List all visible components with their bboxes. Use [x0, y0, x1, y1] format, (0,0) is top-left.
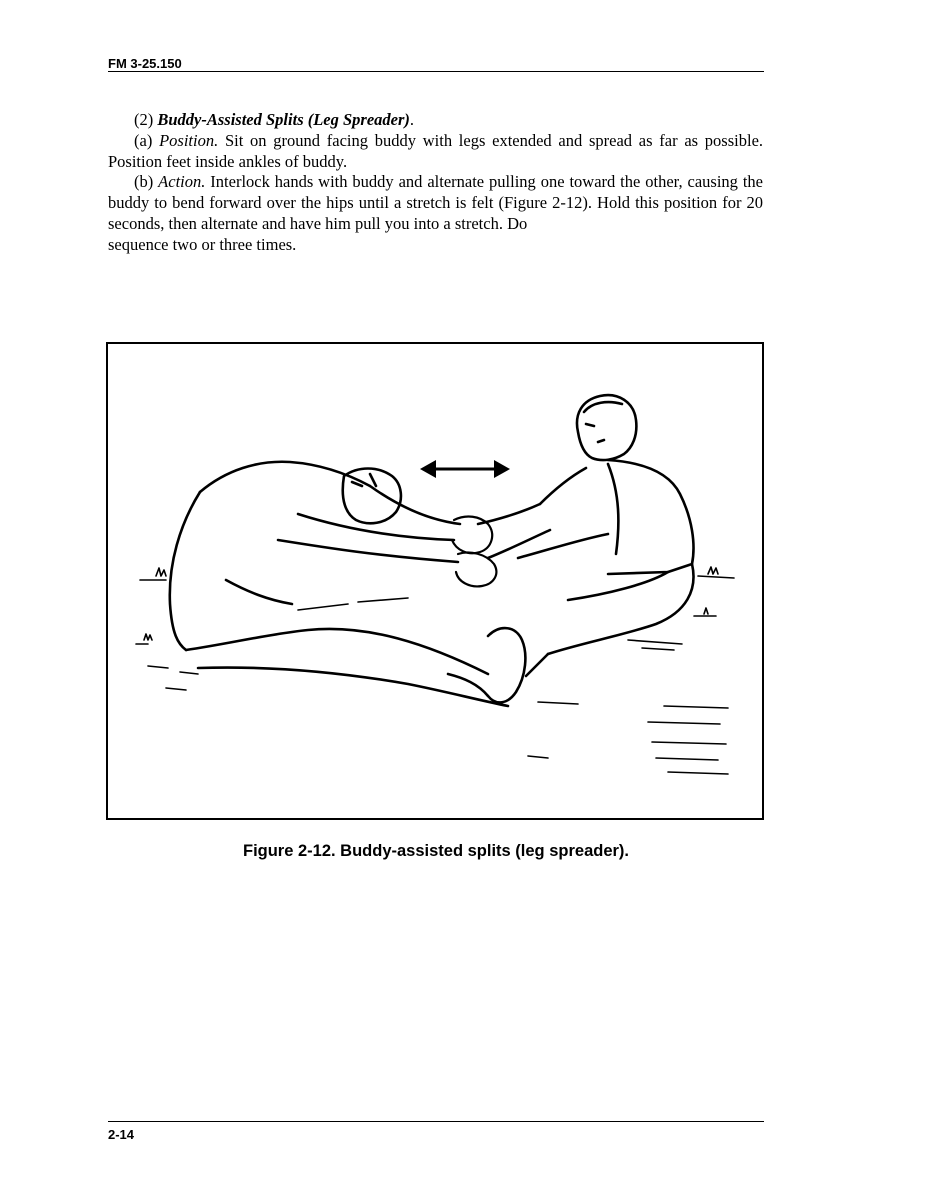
- hands: [452, 517, 496, 587]
- action-label: Action.: [158, 172, 206, 192]
- ground-lines: [136, 567, 734, 774]
- position-text: Sit on ground facing buddy with legs extended and spread as far as possible. Position feet inside ankles of buddy.: [108, 130, 764, 171]
- action-marker: (b): [134, 172, 154, 192]
- action-paragraph-end: sequence two or three times.: [108, 234, 297, 254]
- position-marker: (a): [134, 130, 153, 150]
- manual-id: FM 3-25.150: [108, 56, 182, 71]
- stretching-figure: [170, 462, 526, 706]
- action-text: Interlock hands with buddy and alternate pulling one toward the other, causing the buddy to bend forward over the hips until a stretch is felt (Figure 2-12). Hold this position for 20 seconds, then alternate and have him pull you into a stretch. Do: [108, 172, 764, 233]
- page-number: 2-14: [108, 1127, 135, 1142]
- item-title: Buddy-Assisted Splits (Leg Spreader): [157, 110, 410, 129]
- footer-rule: [108, 1121, 764, 1122]
- position-label: Position.: [159, 130, 219, 150]
- header-rule: [108, 71, 764, 72]
- buddy-figure: [478, 395, 694, 676]
- action-paragraph: [108, 172, 763, 234]
- body-text: [108, 110, 763, 256]
- item-number: (2): [134, 110, 154, 129]
- item-heading: (2) Buddy-Assisted Splits (Leg Spreader).: [134, 110, 415, 129]
- position-paragraph: [108, 131, 763, 173]
- double-arrow-icon: [420, 460, 510, 478]
- figure-caption: Figure 2-12. Buddy-assisted splits (leg spreader).: [242, 842, 630, 860]
- figure-frame: [106, 342, 764, 820]
- leg-spreader-illustration: [108, 344, 762, 818]
